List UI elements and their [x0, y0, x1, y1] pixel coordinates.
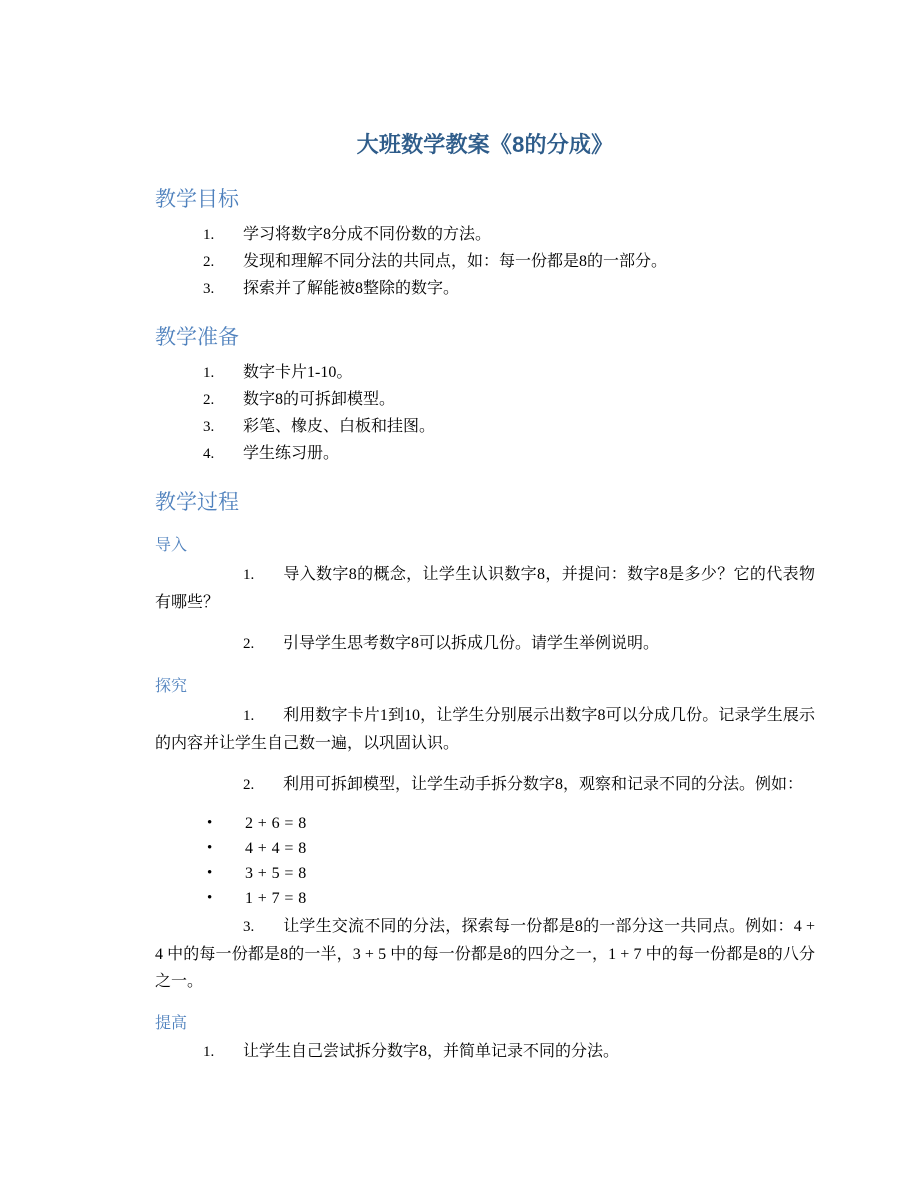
list-item-text: 引导学生思考数字8可以拆成几份。请学生举例说明。	[283, 635, 660, 652]
subsection-heading-improve: 提高	[155, 1015, 188, 1032]
list-marker: 1.	[203, 365, 215, 381]
list-item	[155, 360, 815, 386]
list-marker: 2.	[243, 777, 255, 793]
equation-text: 2 + 6 = 8	[245, 815, 307, 832]
list-marker: 1.	[203, 227, 215, 243]
equations-list	[155, 811, 815, 911]
list-marker: 2.	[203, 254, 215, 270]
list-item	[155, 276, 815, 302]
bullet-icon: •	[207, 890, 213, 906]
list-item-text: 数字卡片1-10。	[243, 364, 353, 381]
list-item	[155, 861, 815, 886]
list-marker: 3.	[203, 281, 215, 297]
list-item	[155, 249, 815, 275]
list-marker: 1.	[203, 1044, 215, 1060]
bullet-icon: •	[207, 815, 213, 831]
section-heading-preparation: 教学准备	[155, 326, 239, 349]
objectives-list	[155, 222, 815, 302]
list-item-text: 数字8的可拆卸模型。	[243, 391, 396, 408]
list-item-text: 让学生交流不同的分法，探索每一份都是8的一部分这一共同点。例如：4 + 4 中的每一份都是8的一半，3 + 5 中的每一份都是8的四分之一，1 + 7 中的每一份都是8的八分之一。	[155, 918, 815, 990]
list-item-text: 利用可拆卸模型，让学生动手拆分数字8，观察和记录不同的分法。例如：	[283, 776, 804, 793]
list-item-text: 发现和理解不同分法的共同点，如：每一份都是8的一部分。	[243, 253, 668, 270]
improve-list	[155, 1039, 815, 1065]
explore-list-part2	[155, 913, 815, 995]
list-marker: 1.	[243, 708, 255, 724]
equation-text: 1 + 7 = 8	[245, 890, 307, 907]
list-item	[155, 702, 815, 757]
list-item-text: 利用数字卡片1到10，让学生分别展示出数字8可以分成几份。记录学生展示的内容并让学生自己数一遍，以巩固认识。	[155, 707, 815, 752]
list-marker: 4.	[203, 446, 215, 462]
list-marker: 2.	[203, 392, 215, 408]
list-item	[155, 222, 815, 248]
list-marker: 3.	[203, 419, 215, 435]
section-heading-objectives: 教学目标	[155, 188, 239, 211]
list-item-text: 导入数字8的概念，让学生认识数字8，并提问：数字8是多少？它的代表物有哪些？	[155, 566, 815, 611]
document-body	[155, 130, 815, 1066]
list-item-text: 探索并了解能被8整除的数字。	[243, 280, 460, 297]
equation-text: 3 + 5 = 8	[245, 865, 307, 882]
section-heading-process: 教学过程	[155, 491, 239, 514]
subsection-heading-intro: 导入	[155, 537, 188, 554]
document-title: 大班数学教案《8的分成》	[356, 132, 614, 157]
list-item	[155, 561, 815, 616]
preparation-list	[155, 360, 815, 467]
list-item-text: 学习将数字8分成不同份数的方法。	[243, 226, 492, 243]
list-item	[155, 771, 815, 799]
bullet-icon: •	[207, 865, 213, 881]
list-item	[155, 886, 815, 911]
list-item	[155, 630, 815, 658]
list-item	[155, 1039, 815, 1065]
intro-list	[155, 561, 815, 658]
list-item	[155, 811, 815, 836]
list-item	[155, 836, 815, 861]
subsection-heading-explore: 探究	[155, 678, 188, 695]
list-item	[155, 441, 815, 467]
list-marker: 3.	[243, 919, 255, 935]
list-item	[155, 387, 815, 413]
list-item-text: 让学生自己尝试拆分数字8，并简单记录不同的分法。	[243, 1043, 620, 1060]
equation-text: 4 + 4 = 8	[245, 840, 307, 857]
list-item	[155, 414, 815, 440]
list-marker: 2.	[243, 636, 255, 652]
list-marker: 1.	[243, 567, 255, 583]
list-item-text: 学生练习册。	[243, 445, 340, 462]
bullet-icon: •	[207, 840, 213, 856]
list-item	[155, 913, 815, 995]
list-item-text: 彩笔、橡皮、白板和挂图。	[243, 418, 436, 435]
explore-list-part1	[155, 702, 815, 799]
